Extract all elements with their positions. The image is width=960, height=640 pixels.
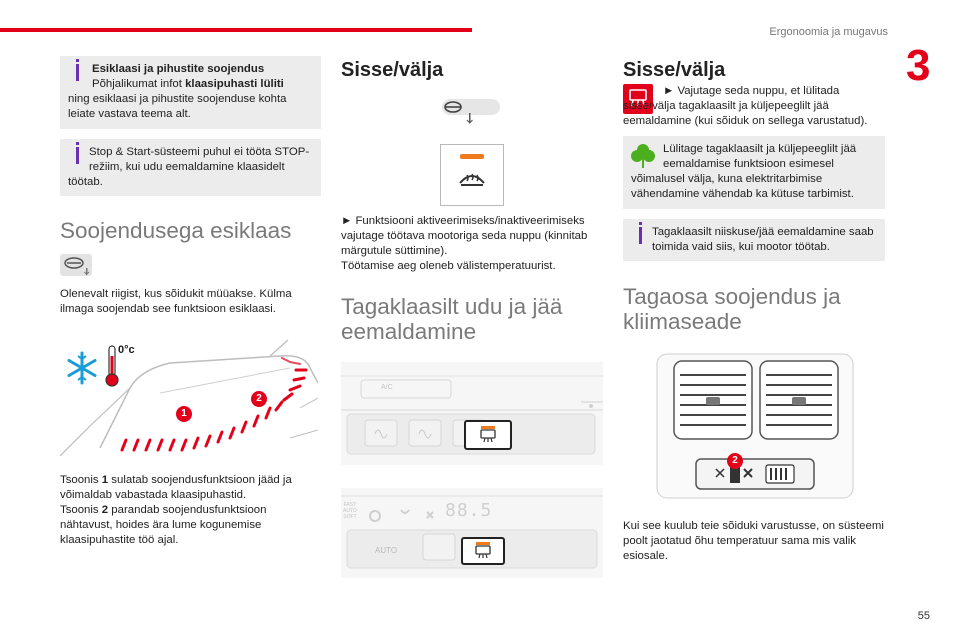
info-icon bbox=[76, 64, 79, 81]
heading-rear-climate: Tagaosa soojendus ja kliimaseade bbox=[623, 284, 841, 334]
rear-climate-description: Kui see kuulub teie sõiduki varustusse, on süsteemi poolt jaotatud õhu temperatuur sama mis valik esiosale. bbox=[623, 520, 884, 562]
chapter-number: 3 bbox=[906, 41, 931, 90]
heading-on-off: Sisse/välja bbox=[341, 59, 444, 81]
figure-heated-windshield bbox=[60, 338, 318, 456]
note-bold-term: klaasipuhasti lüliti bbox=[185, 78, 284, 90]
info-icon bbox=[76, 147, 79, 164]
zones-description bbox=[60, 473, 318, 548]
figure-climate-panel-2 bbox=[341, 488, 603, 578]
rear-defrost-icon bbox=[463, 545, 503, 564]
note-text: Stop & Start-süsteemi puhul ei tööta STOP-režiim, kui udu eemaldamine klaasidelt töötab. bbox=[68, 146, 310, 188]
eco-leaf-icon bbox=[631, 142, 655, 170]
header-red-bar bbox=[0, 28, 472, 32]
note-text: Tagaklaasilt niiskuse/jää eemaldamine saab toimida vaid siis, kui mootor töötab. bbox=[652, 226, 874, 253]
ac-label: A/C bbox=[381, 384, 393, 391]
text: Tsoonis bbox=[60, 474, 102, 486]
zone-number: 1 bbox=[101, 474, 109, 486]
label-soft: SOFT bbox=[343, 514, 357, 520]
note-engine-running bbox=[623, 219, 885, 261]
note-title: Esiklaasi ja pihustite soojendus bbox=[92, 63, 265, 75]
heading-on-off-rear: Sisse/välja bbox=[623, 59, 726, 81]
steering-wheel-heat-icon bbox=[436, 97, 506, 125]
zone-number: 2 bbox=[101, 504, 109, 516]
label-auto: AUTO bbox=[343, 508, 357, 514]
label-fast: FAST bbox=[343, 502, 357, 508]
text: Tsoonis bbox=[60, 504, 102, 516]
note-text-cont: ning esiklaasi ja pihustite soojenduse kohta leiate vastava teema alt. bbox=[68, 93, 287, 120]
heading-rear-defrost: Tagaklaasilt udu ja jää eemaldamine bbox=[341, 294, 563, 344]
section-title: Ergonoomia ja mugavus bbox=[769, 26, 888, 38]
text: sulatab soojendusfunktsioon jääd ja võimaldab vabastada klaasipuhastid. bbox=[60, 474, 292, 501]
note-eco bbox=[623, 136, 885, 209]
note-text: Põhjalikumat infot bbox=[92, 78, 186, 90]
duration-note: Töötamise aeg oleneb välistemperatuurist. bbox=[341, 260, 556, 272]
heading-heated-windshield: Soojendusega esiklaas bbox=[60, 218, 292, 243]
figure-climate-panel-1 bbox=[341, 362, 603, 465]
indicator-light bbox=[460, 154, 484, 159]
snowflake-icon bbox=[64, 350, 100, 391]
rear-defrost-button bbox=[461, 537, 505, 565]
rear-defrost-icon bbox=[466, 429, 510, 448]
note-windshield-washer-heating bbox=[60, 56, 321, 129]
eco-note-text: Lülitage tagaklaasilt ja küljepeeglilt jää eemaldamise funktsioon esimesel võimalusel välja, kuna elektritarbimise vähendamine vähendab ka kütuse tarbimist. bbox=[631, 143, 857, 200]
instruction-text: ► Funktsiooni aktiveerimiseks/inaktiveerimiseks vajutage töötava mootoriga seda nuppu (kinnitab märgutule süttimine). bbox=[341, 215, 588, 257]
text: parandab soojendusfunktsioon nähtavust, hoides ära lume kogunemise klaasipuhastite töö ajal. bbox=[60, 504, 267, 546]
callout-2: 2 bbox=[727, 453, 743, 469]
callout-2: 2 bbox=[251, 391, 267, 407]
auto-button-label: AUTO bbox=[375, 546, 398, 555]
instruction-rear: ► Vajutage seda nuppu, et lülitada sisse/välja tagaklaasilt ja küljepeeglilt jää eemaldamine (kui sõiduk on sellega varustatud). bbox=[623, 85, 868, 127]
front-demist-button bbox=[440, 144, 504, 206]
rear-defrost-button bbox=[464, 420, 512, 450]
figure-rear-vents bbox=[656, 353, 854, 499]
note-stop-start bbox=[60, 139, 321, 196]
fast-auto-soft-labels bbox=[343, 502, 357, 520]
callout-1: 1 bbox=[176, 406, 192, 422]
info-icon bbox=[639, 227, 642, 244]
temperature-display: 88.5 bbox=[445, 500, 493, 521]
front-demist-icon bbox=[458, 167, 486, 196]
instruction-front bbox=[341, 214, 606, 274]
windshield-heat-icon bbox=[60, 254, 92, 276]
page-number: 55 bbox=[917, 610, 930, 622]
intro-paragraph: Olenevalt riigist, kus sõidukit müüakse. Külma ilmaga soojendab see funktsioon esiklaasi. bbox=[60, 288, 292, 315]
temperature-label: 0°c bbox=[118, 344, 135, 356]
